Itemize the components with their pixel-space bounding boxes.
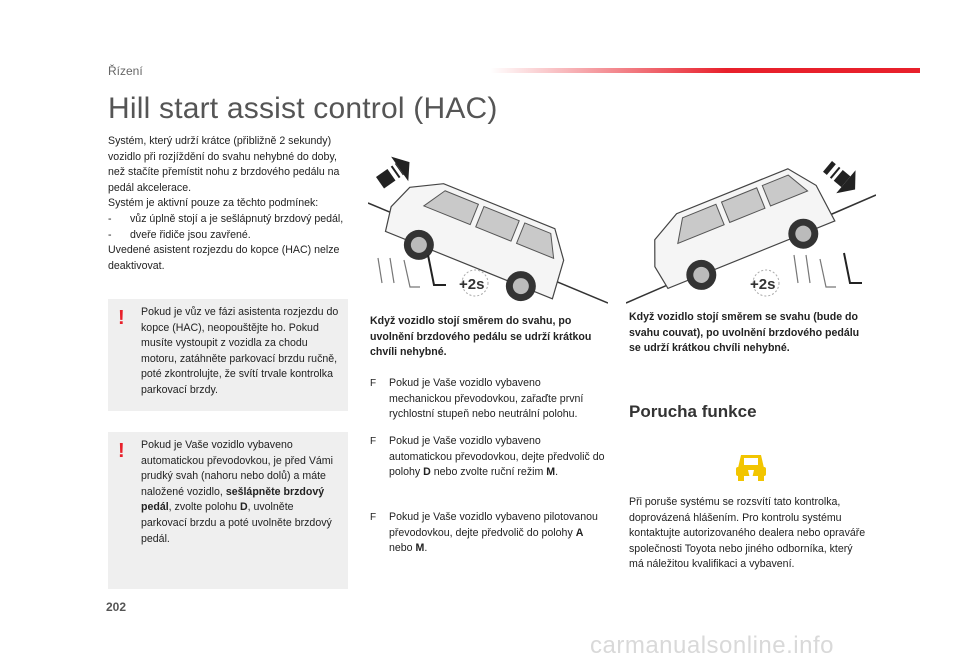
intro-paragraph: Systém, který udrží krátce (přibližně 2 sekundy) vozidlo při rozjíždění do svahu nehybné do doby, než stačíte přemístit nohu z brzdového pedálu na pedál akcelerace. [108, 135, 340, 194]
intro-text [108, 134, 353, 274]
header-accent-bar [490, 68, 920, 73]
warning-text: Pokud je Vaše vozidlo vybaveno automatickou převodovkou, je před Vámi prudký svah (nahoru nebo dolů) a máte naložené vozidlo, sešlápněte brzdový pedál, zvolte polohu D, uvolněte parkovací brzdu a poté uvolněte brzdový pedál. [141, 439, 333, 545]
warning-box [108, 299, 348, 411]
gearbox-automatic-item: F Pokud je Vaše vozidlo vybaveno automatickou převodovkou, dejte předvolič do polohy D nebo zvolte ruční režim M. [370, 435, 605, 479]
pedals-icon [378, 255, 446, 287]
bullet-arrow-icon: F [370, 512, 377, 523]
fault-heading: Porucha funkce [629, 402, 757, 421]
page-title: Hill start assist control (HAC) [108, 92, 498, 125]
section-title: Řízení [108, 64, 143, 78]
gearbox-piloted-item: F Pokud je Vaše vozidlo vybaveno pilotovanou převodovkou, dejte předvolič do polohy A nebo M. [370, 511, 598, 555]
bullet-arrow-icon: F [370, 378, 377, 389]
warning-icon: ! [118, 440, 125, 462]
condition-item: - dveře řidiče jsou zavřené. [108, 228, 251, 241]
warning-box [108, 432, 348, 589]
downhill-van-illustration [368, 155, 608, 305]
hac-warning-lamp-icon [733, 450, 769, 486]
downhill-caption: Když vozidlo stojí směrem do svahu, po uvolnění brzdového pedálu se udrží krátkou chvíli nehybné. [370, 315, 592, 359]
delay-badge: +2s [459, 276, 485, 293]
gearbox-manual-item: F Pokud je Vaše vozidlo vybaveno mechanickou převodovkou, zařaďte první rychlostní stupeň nebo neutrální polohu. [370, 377, 584, 421]
intro-note: Uvedené asistent rozjezdu do kopce (HAC) nelze deaktivovat. [108, 244, 340, 272]
uphill-van-illustration [626, 155, 876, 305]
warning-icon: ! [118, 307, 125, 329]
warning-text: Pokud je vůz ve fázi asistenta rozjezdu do kopce (HAC), neopouštějte ho. Pokud musíte vystoupit z vozidla za chodu motoru, zatáhněte parkovací brzdu ručně, poté zkontrolujte, že svítí trvale kontrolka parkovací brzdy. [141, 306, 339, 396]
pedals-icon [794, 253, 862, 287]
bullet-arrow-icon: F [370, 436, 377, 447]
footer-watermark: carmanualsonline.info [590, 632, 834, 659]
uphill-caption: Když vozidlo stojí směrem se svahu (bude do svahu couvat), po uvolnění brzdového pedálu se udrží krátkou chvíli nehybné. [629, 311, 860, 355]
intro-conditions: Systém je aktivní pouze za těchto podmínek: [108, 197, 319, 210]
delay-badge: +2s [750, 276, 776, 293]
condition-item: - vůz úplně stojí a je sešlápnutý brzdový pedál, [108, 212, 344, 225]
page-number: 202 [106, 600, 127, 614]
fault-text: Při poruše systému se rozsvítí tato kontrolka, doprovázená hlášením. Pro kontrolu systému kontaktujte autorizovaného dealera nebo opraváře společnosti Toyota nebo jiného odborníka, který má náležitou kvalifikaci a vybavení. [629, 496, 866, 571]
arrow-icon [818, 155, 865, 201]
